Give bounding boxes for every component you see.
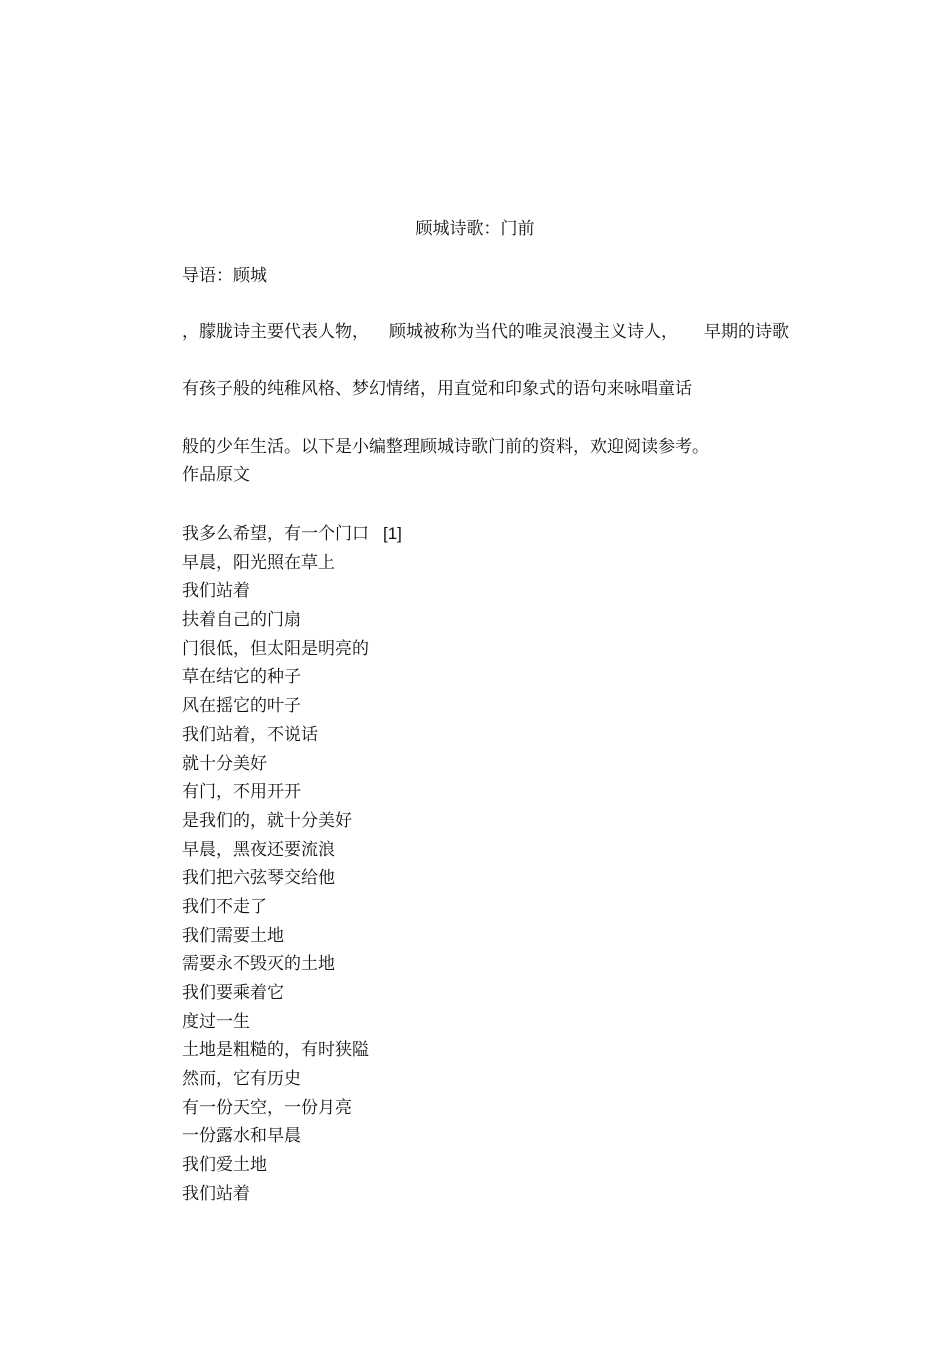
poem-line: 就十分美好 — [182, 753, 267, 774]
poem-line: 我们要乘着它 — [182, 983, 284, 1003]
intro-paragraph-line-3: 般的少年生活。以下是小编整理顾城诗歌门前的资料，欢迎阅读参考。 — [182, 437, 709, 457]
poem-line: 我们不走了 — [182, 896, 267, 917]
poem-line: 需要永不毁灭的土地 — [182, 954, 335, 975]
poem-line: 扶着自己的门扇 — [182, 610, 301, 631]
poem-line: 我们把六弦琴交给他 — [182, 868, 335, 889]
poem-line: 有一份天空，一份月亮 — [182, 1097, 352, 1118]
poem-line: 是我们的，就十分美好 — [182, 810, 352, 831]
intro-line-1-part-2: 顾城被称为当代的唯灵浪漫主义诗人， — [389, 322, 678, 342]
poem-line — [182, 524, 402, 553]
poem-line: 有门，不用开开 — [182, 782, 301, 803]
poem-line: 我们站着 — [182, 581, 250, 602]
poem-line: 我们爱土地 — [182, 1155, 267, 1176]
poem-line: 风在摇它的叶子 — [182, 696, 301, 717]
intro-line-1-part-1: ，朦胧诗主要代表人物， — [182, 322, 369, 342]
poem-line: 土地是粗糙的，有时狭隘 — [182, 1040, 369, 1061]
intro-paragraph-line-2: 有孩子般的纯稚风格、梦幻情绪，用直觉和印象式的语句来咏唱童话 — [182, 379, 692, 399]
poem-line: 我们站着，不说话 — [182, 724, 318, 745]
poem-line: 早晨，黑夜还要流浪 — [182, 839, 335, 860]
intro-paragraph-line-1 — [182, 324, 789, 341]
section-heading: 作品原文 — [182, 465, 250, 485]
poem-line: 我们需要土地 — [182, 925, 284, 946]
page-title: 顾城诗歌：门前 — [415, 219, 535, 239]
poem-line: 度过一生 — [182, 1011, 250, 1032]
poem-body — [182, 524, 402, 1213]
intro-line-1-part-3: 早期的诗歌 — [704, 322, 789, 342]
poem-line: 早晨，阳光照在草上 — [182, 552, 335, 573]
poem-line: 门很低，但太阳是明亮的 — [182, 638, 369, 659]
intro-label: 导语：顾城 — [182, 266, 267, 286]
poem-line: 一份露水和早晨 — [182, 1126, 301, 1147]
poem-line: 我们站着 — [182, 1183, 250, 1204]
poem-line: 草在结它的种子 — [182, 667, 301, 688]
footnote-reference: [1] — [383, 524, 402, 543]
poem-first-line-text: 我多么希望，有一个门口 — [182, 524, 369, 544]
poem-line: 然而，它有历史 — [182, 1069, 301, 1090]
